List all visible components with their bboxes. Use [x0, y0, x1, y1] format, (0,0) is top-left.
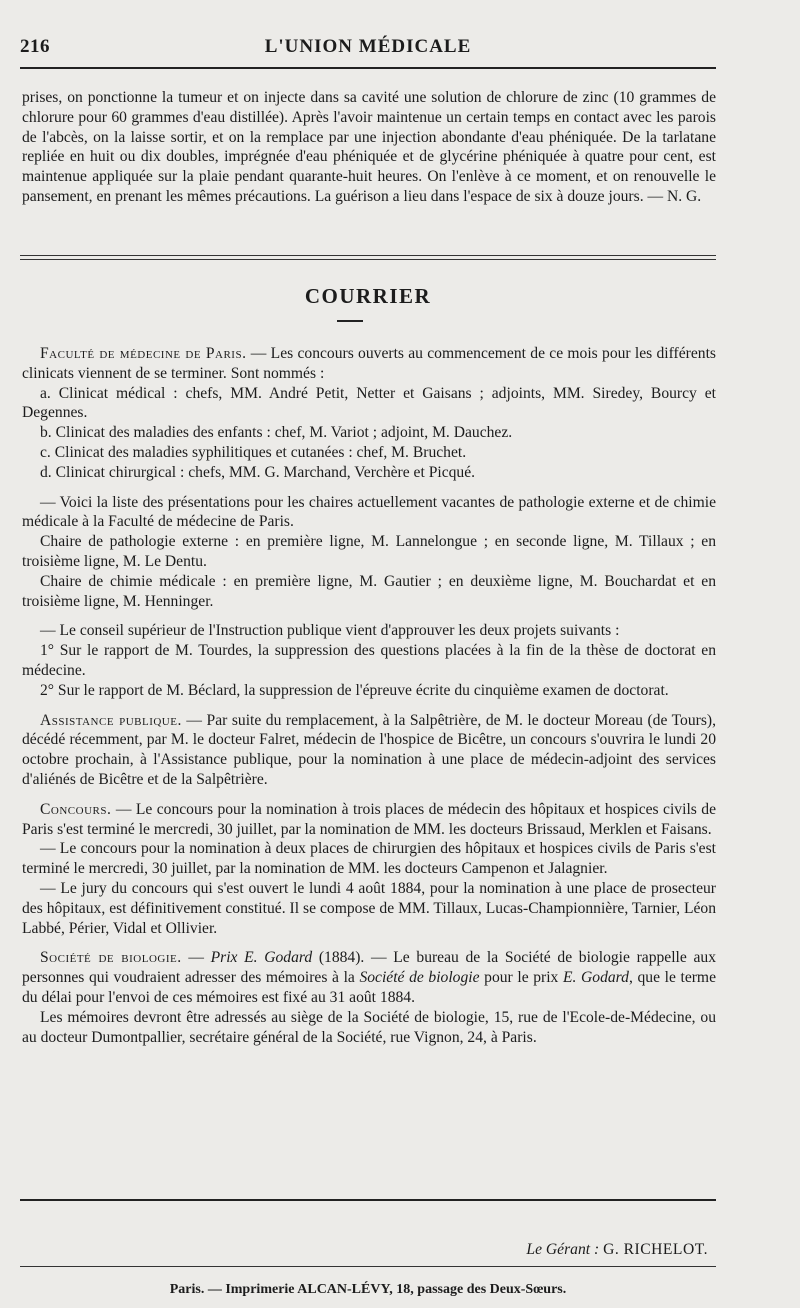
conseil-item-1: 1° Sur le rapport de M. Tourdes, la suppression des questions placées à la fin de la thèse de doctorat en médecine.: [22, 642, 716, 679]
chaire-chimie: Chaire de chimie médicale : en première ligne, M. Gautier ; en deuxième ligne, M. Bouchardat et en troisième ligne, M. Henninger.: [22, 572, 716, 610]
footer-rule: [20, 1199, 716, 1201]
assistance-lead: Assistance publique.: [40, 711, 182, 729]
printer-line: Paris. — Imprimerie ALCAN-LÉVY, 18, passage des Deux-Sœurs.: [169, 1282, 567, 1297]
assistance-text: — Par suite du remplacement, à la Salpêtrière, de M. le docteur Moreau (de Tours), décédé récemment, par M. le docteur Falret, médecin de l'hospice de Bicêtre, un concours s'ouvrira le lundi 20 octobre prochain, à l'Assistance publique, pour la nomination à une place de médecin-adjoint des services d'aliénés de Bicêtre et de la Salpêtrière.: [22, 711, 716, 788]
section-title-underline: [337, 320, 363, 322]
assistance-paragraph: [22, 711, 716, 790]
societe-address-paragraph: Les mémoires devront être adressés au siège de la Société de biologie, 15, rue de l'Ecole-de-Médecine, ou au docteur Dumontpallier, secrétaire général de la Société, rue Vignon, 24, à Paris.: [22, 1008, 716, 1046]
concours-paragraph: [22, 800, 716, 840]
societe-journal: Société de biologie: [359, 969, 480, 987]
clinicat-item: a. Clinicat médical : chefs, MM. André Petit, Netter et Gaisans ; adjoints, MM. Siredey, Bourcy et Degennes.: [22, 384, 716, 422]
concours-prosecteur-paragraph: — Le jury du concours qui s'est ouvert le lundi 4 août 1884, pour la nomination à une place de prosecteur des hôpitaux, est définitivement constitué. Il se compose de MM. Tillaux, Lucas-Championnière, Tarnier, Léon Labbé, Périer, Vidal et Ollivier.: [22, 879, 716, 937]
gerant-label: Le Gérant :: [526, 1241, 600, 1258]
signature: [526, 1241, 708, 1259]
section-rule-top-2: [20, 259, 716, 260]
gerant-name: G. RICHELOT.: [603, 1241, 708, 1258]
conseil-paragraph: — Le conseil supérieur de l'Instruction publique vient d'approuver les deux projets suivants :: [40, 622, 620, 640]
page-header: [20, 36, 716, 66]
societe-prize-short: E. Godard: [562, 969, 629, 987]
societe-text-3: , que le terme du délai pour l'envoi de ces mémoires est fixé au 31 août 1884.: [22, 969, 716, 1006]
section-rule-top: [20, 255, 716, 256]
intro-paragraph-block: [22, 88, 716, 207]
societe-text-2: pour le prix: [479, 969, 563, 987]
societe-text: (1884). — Le bureau de la Société de biologie rappelle aux personnes qui voudraient adresser des mémoires à la: [22, 949, 717, 987]
conseil-item-2: 2° Sur le rapport de M. Béclard, la suppression de l'épreuve écrite du cinquième examen de doctorat.: [40, 681, 669, 699]
concours-text: — Le concours pour la nomination à trois places de médecin des hôpitaux et hospices civils de Paris s'est terminé le mercredi, 30 juillet, par la nomination de MM. les docteurs Brissaud, Merklen et Faisans.: [22, 800, 716, 838]
concours-chirurgien-paragraph: — Le concours pour la nomination à deux places de chirurgien des hôpitaux et hospices civils de Paris s'est terminé le mercredi, 30 juillet, par la nomination de MM. les docteurs Campenon et Jalagnier.: [22, 840, 716, 878]
societe-prize: Prix E. Godard: [210, 949, 313, 967]
concours-lead: Concours.: [40, 800, 112, 818]
journal-title: L'UNION MÉDICALE: [264, 36, 472, 57]
societe-prize-prefix: —: [181, 949, 211, 967]
clinicat-item: d. Clinicat chirurgical : chefs, MM. G. Marchand, Verchère et Picqué.: [40, 463, 476, 481]
societe-lead: Société de biologie.: [40, 949, 182, 967]
clinicat-item: b. Clinicat des maladies des enfants : chef, M. Variot ; adjoint, M. Dauchez.: [40, 424, 513, 442]
faculte-lead: Faculté de médecine de Paris.: [40, 345, 247, 362]
page-number: 216: [20, 36, 50, 57]
clinicat-item: c. Clinicat des maladies syphilitiques et cutanées : chef, M. Bruchet.: [40, 443, 467, 461]
faculte-paragraph: [22, 344, 716, 384]
printer-rule: [20, 1266, 716, 1267]
header-rule: [20, 67, 716, 69]
societe-paragraph: [22, 948, 716, 1007]
faculte-text: — Les concours ouverts au commencement de ce mois pour les différents clinicats viennent de se terminer. Sont nommés :: [22, 345, 716, 382]
intro-paragraph: prises, on ponctionne la tumeur et on injecte dans sa cavité une solution de chlorure de zinc (10 grammes de chlorure pour 60 grammes d'eau distillée). Après l'avoir maintenue un certain temps en contact avec les parois de l'abcès, on la laisse sortir, et on la remplace par une injection abondante d'eau phéniquée. De la tarlatane repliée en huit ou dix doubles, imprégnée d'eau phéniquée et de glycérine phéniquée à quatre pour cent, est maintenue appliquée sur la plaie pendant quarante-huit heures. On l'enlève à ce moment, et on renouvelle le pansement, en prenant les mêmes précautions. La guérison a lieu dans l'espace de six à douze jours. — N. G.: [22, 89, 716, 205]
chaire-pathologie: Chaire de pathologie externe : en première ligne, M. Lannelongue ; en seconde ligne, M. Tillaux ; en troisième ligne, M. Le Dentu.: [22, 533, 716, 570]
presentations-paragraph: — Voici la liste des présentations pour les chaires actuellement vacantes de pathologie externe et de chimie médicale à la Faculté de médecine de Paris.: [22, 493, 716, 531]
section-title: COURRIER: [304, 284, 432, 308]
faculte-block: [22, 344, 716, 1047]
